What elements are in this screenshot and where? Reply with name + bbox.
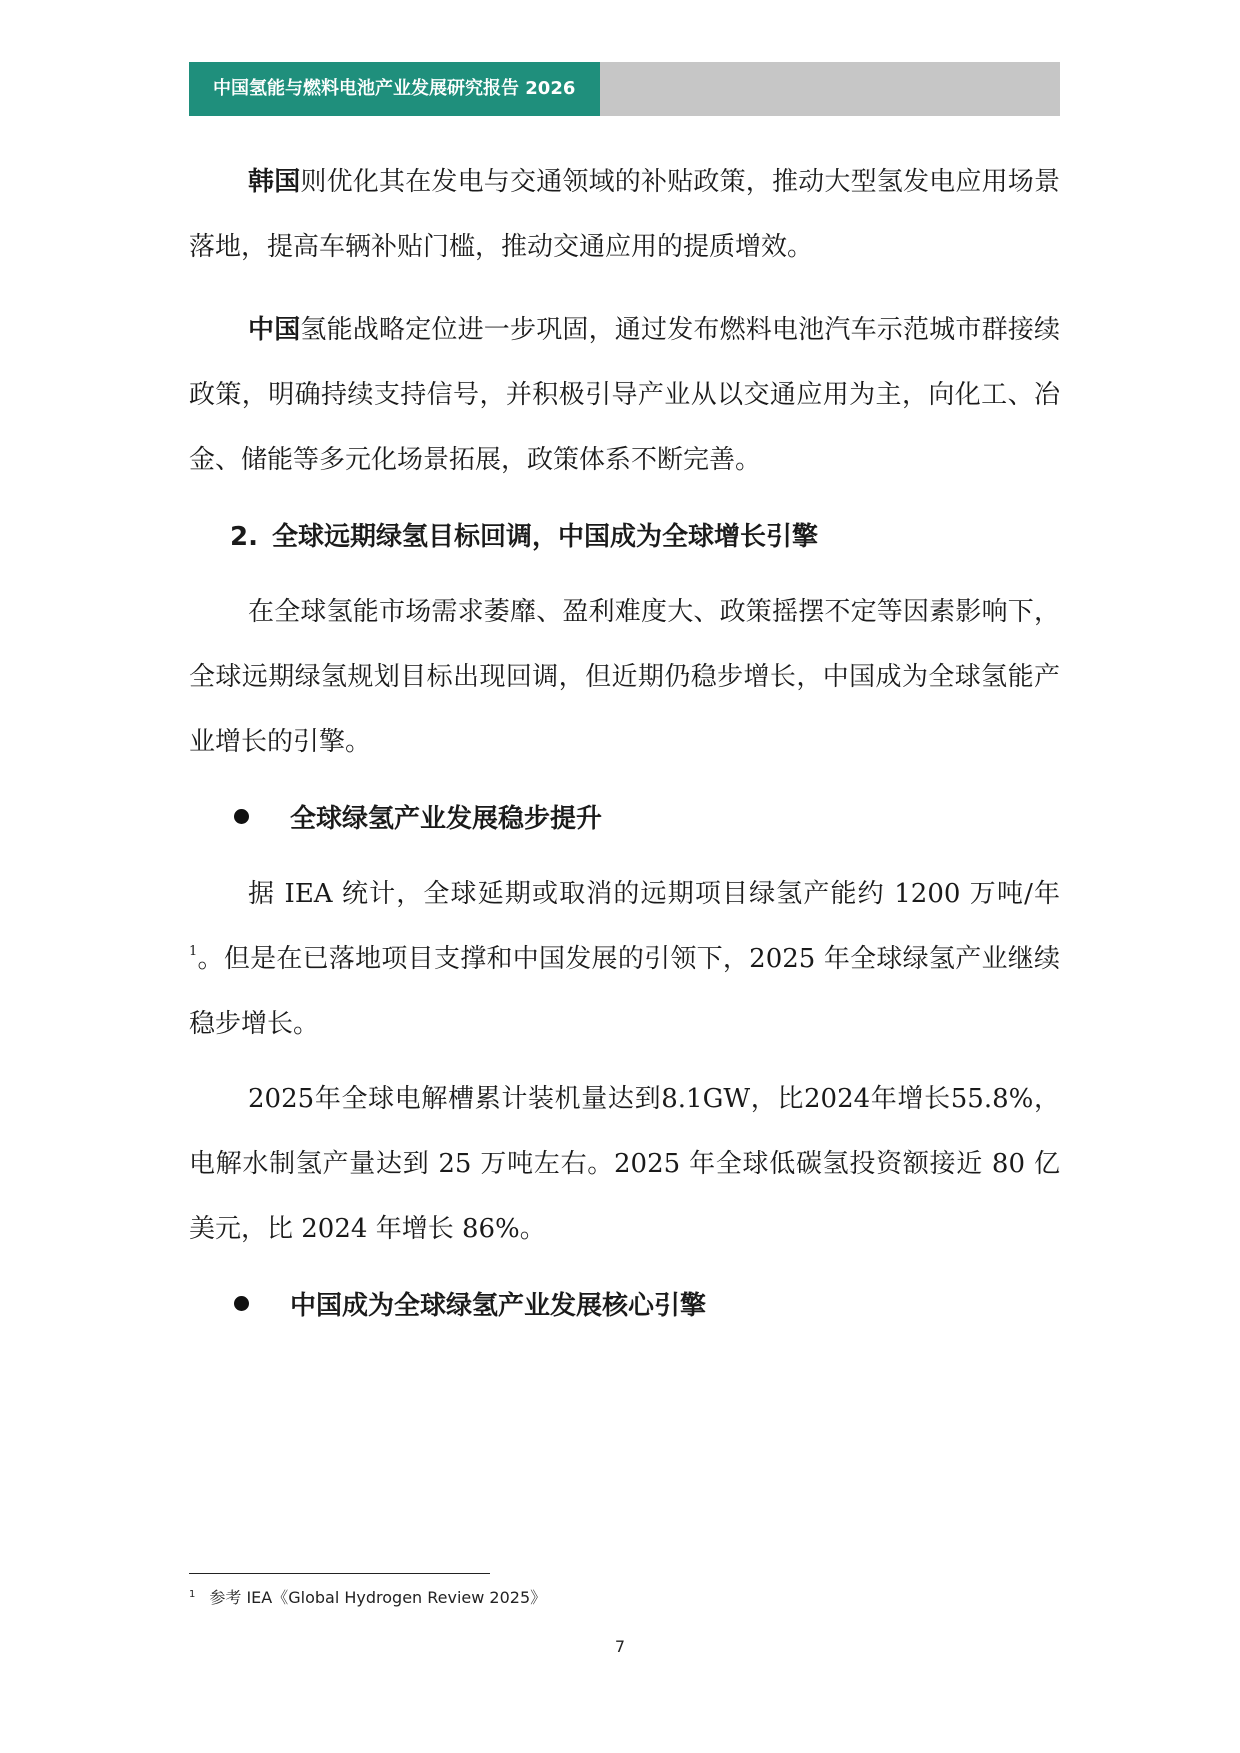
- bullet-heading: [189, 787, 1060, 852]
- paragraph-iea-text-continued: 。但是在已落地项目支撑和中国发展的引领下，2025 年全球绿氢产业继续稳步增长。: [189, 944, 1060, 1039]
- footnote-text: 参考 IEA《Global Hydrogen Review 2025》: [209, 1588, 547, 1607]
- paragraph-china: [189, 298, 1060, 493]
- paragraph-stats: 2025年全球电解槽累计装机量达到8.1GW，比2024年增长55.8%，电解水制氢产量达到 25 万吨左右。2025 年全球低碳氢投资额接近 80 亿美元，比 2024 年增长 86%。: [189, 1084, 1060, 1244]
- paragraph-lead-china: 中国: [248, 315, 301, 345]
- paragraph-text-korea: 则优化其在发电与交通领域的补贴政策，推动大型氢发电应用场景落地，提高车辆补贴门槛，推动交通应用的提质增效。: [189, 167, 1060, 262]
- footnote-number: 1: [189, 1589, 196, 1600]
- bullet-heading-text: 中国成为全球绿氢产业发展核心引擎: [290, 1291, 707, 1321]
- page-number: 7: [614, 1637, 626, 1656]
- paragraph-iea-text: 据 IEA 统计，全球延期或取消的远期项目绿氢产能约 1200 万吨/年: [248, 879, 1060, 909]
- bullet-heading-text: 全球绿氢产业发展稳步提升: [290, 804, 603, 834]
- page-header: [189, 62, 1060, 116]
- footnote-divider: [189, 1573, 490, 1574]
- bullet-icon: [234, 1296, 249, 1311]
- paragraph-section-intro: 在全球氢能市场需求萎靡、盈利难度大、政策摇摆不定等因素影响下，全球远期绿氢规划目标出现回调，但近期仍稳步增长，中国成为全球氢能产业增长的引擎。: [189, 597, 1060, 757]
- bullet-heading: [189, 1274, 1060, 1339]
- footnote: [189, 1585, 546, 1608]
- page-content: [189, 150, 1060, 1339]
- section-heading: [189, 505, 1060, 570]
- section-number: 2.: [230, 522, 258, 552]
- footnote-reference[interactable]: 1: [189, 944, 198, 959]
- section-title: 全球远期绿氢目标回调，中国成为全球增长引擎: [272, 522, 819, 552]
- header-title: 中国氢能与燃料电池产业发展研究报告 2026: [189, 62, 600, 116]
- paragraph-korea: [189, 150, 1060, 280]
- paragraph-iea: [189, 862, 1060, 1057]
- paragraph-text-china: 氢能战略定位进一步巩固，通过发布燃料电池汽车示范城市群接续政策，明确持续支持信号，并积极引导产业从以交通应用为主，向化工、冶金、储能等多元化场景拓展，政策体系不断完善。: [189, 315, 1060, 475]
- paragraph-lead-korea: 韩国: [248, 167, 301, 197]
- bullet-icon: [234, 809, 249, 824]
